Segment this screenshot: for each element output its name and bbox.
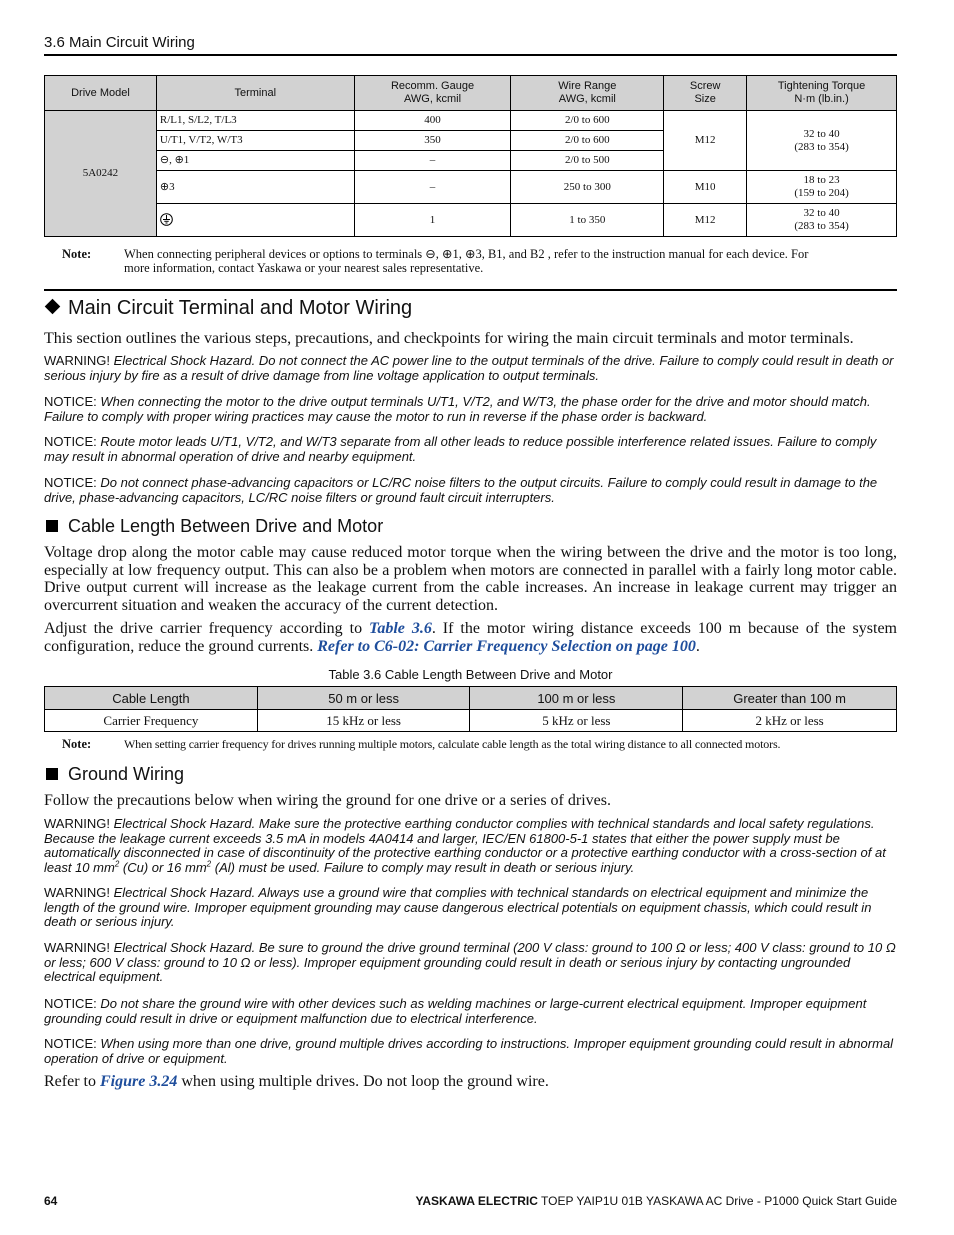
terminal-cell: R/L1, S/L2, T/L3 bbox=[156, 111, 354, 131]
note-label: Note: bbox=[62, 247, 92, 261]
range-cell: 1 to 350 bbox=[511, 204, 664, 237]
header-recomm-gauge: Recomm. Gauge AWG, kcmil bbox=[354, 76, 511, 111]
note-text-line2: more information, contact Yaskawa or your nearest sales representative. bbox=[124, 261, 484, 275]
range-cell: 2/0 to 600 bbox=[511, 111, 664, 131]
figure-3-24-link[interactable]: Figure 3.24 bbox=[99, 1073, 178, 1090]
refer-paragraph: Refer to Figure 3.24 when using multiple drives. Do not loop the ground wire. bbox=[44, 1073, 549, 1090]
notice-capacitors: NOTICE: Do not connect phase-advancing capacitors or LC/RC noise filters to the output circuits. Failure to comply could result in damage to the drive, phase-advancing capacitors, LC/RC noise filters or ground fault circuit interrupters. bbox=[44, 475, 878, 505]
square-bullet-icon bbox=[46, 768, 58, 780]
screw-cell: M12 bbox=[664, 204, 747, 237]
header-tightening-torque: Tightening Torque N·m (lb.in.) bbox=[747, 76, 897, 111]
gauge-cell: – bbox=[354, 171, 511, 204]
table-header-row bbox=[45, 687, 897, 710]
header-rule bbox=[44, 54, 897, 56]
gauge-cell: – bbox=[354, 151, 511, 171]
c6-02-reference-link[interactable]: Refer to C6-02: Carrier Frequency Selection on page 100 bbox=[317, 637, 696, 655]
drive-model-cell: 5A0242 bbox=[45, 111, 157, 237]
header-terminal: Terminal bbox=[156, 76, 354, 111]
subsection-heading-cable: Cable Length Between Drive and Motor bbox=[44, 516, 383, 537]
warning-ground-terminal: WARNING! Electrical Shock Hazard. Be sure to ground the drive ground terminal (200 V class: ground to 100 Ω or less; 400 V class: ground to 10 Ω or less; 600 V class: ground to 10 Ω or less). Improper equipment grounding could result in death or serious injury by contacting ungrounded electrical equipment. bbox=[44, 940, 896, 984]
carrier-frequency-label: Carrier Frequency bbox=[45, 710, 258, 732]
cable-paragraph: Voltage drop along the motor cable may cause reduced motor torque when the wiring between the drive and the motor is too long, especially at low frequency output. This can also be a problem when motors are connected in parallel with a fairly long motor cable. Drive output current will increase as the leakage current from the cable increases. An increase in leakage current may trigger an overcurrent situation and weaken the accuracy of the current detection. bbox=[44, 544, 897, 614]
table-cell: 15 kHz or less bbox=[257, 710, 470, 732]
table-caption: Table 3.6 Cable Length Between Drive and Motor bbox=[328, 667, 613, 682]
terminal-cell bbox=[156, 204, 354, 237]
note-label: Note: bbox=[62, 737, 92, 751]
table-row bbox=[45, 111, 897, 131]
cable-length-table bbox=[44, 686, 897, 732]
screw-cell: M10 bbox=[664, 171, 747, 204]
header-screw-size: Screw Size bbox=[664, 76, 747, 111]
table-header-row bbox=[45, 76, 897, 111]
header-drive-model: Drive Model bbox=[45, 76, 157, 111]
section-rule bbox=[44, 289, 897, 291]
notice-phase-order: NOTICE: When connecting the motor to the drive output terminals U/T1, V/T2, and W/T3, the phase order for the drive and motor should match. Failure to comply with proper wiring practices may cause the motor to run in reverse if the phase order is backward. bbox=[44, 394, 871, 424]
table-3-6-link[interactable]: Table 3.6 bbox=[369, 620, 432, 637]
range-cell: 2/0 to 600 bbox=[511, 131, 664, 151]
intro-paragraph: This section outlines the various steps, precautions, and checkpoints for wiring the main circuit terminals and motor terminals. bbox=[44, 330, 854, 347]
torque-cell: 18 to 23 (159 to 204) bbox=[747, 171, 897, 204]
note-carrier bbox=[44, 737, 897, 753]
terminal-cell: U/T1, V/T2, W/T3 bbox=[156, 131, 354, 151]
gauge-cell: 400 bbox=[354, 111, 511, 131]
warning-ac-power: WARNING! Electrical Shock Hazard. Do not connect the AC power line to the output terminals of the drive. Failure to comply could result in death or serious injury by fire as a result of drive damage from line voltage application to output terminals. bbox=[44, 353, 894, 383]
notice-route-leads: NOTICE: Route motor leads U/T1, V/T2, and W/T3 separate from all other leads to reduce possible interference related issues. Failure to comply may result in abnormal operation of drive and nearby equipment. bbox=[44, 434, 877, 464]
screw-cell: M12 bbox=[664, 111, 747, 171]
warning-earthing: WARNING! Electrical Shock Hazard. Make sure the protective earthing conductor complies with technical standards and local safety regulations. Because the leakage current exceeds 3.5 mA in models 4A0414 and larger, IEC/EN 61800-5-1 states that either the power supply must be automatically disconnected in case of discontinuity of the protective earthing conductor or a protective earthing conductor with a cross-section of at least 10 $mm^2$ (Cu) or 16 $mm^2$ (Al) must be used. Failure to comply may result in death or serious injury. bbox=[44, 816, 886, 875]
table-row bbox=[45, 710, 897, 732]
notice-multiple-drives: NOTICE: When using more than one drive, ground multiple drives according to instructions. Improper equipment grounding could result in abnormal operation of drive or equipment. bbox=[44, 1036, 894, 1066]
gauge-cell: 350 bbox=[354, 131, 511, 151]
ground-terminal-icon bbox=[160, 213, 173, 226]
range-cell: 250 to 300 bbox=[511, 171, 664, 204]
note-text: When setting carrier frequency for drives running multiple motors, calculate cable length as the total wiring distance to all connected motors. bbox=[124, 737, 781, 751]
section-header: 3.6 Main Circuit Wiring bbox=[44, 34, 195, 51]
table-row bbox=[45, 204, 897, 237]
terminal-cell: ⊖, ⊕1 bbox=[156, 151, 354, 171]
range-cell: 2/0 to 500 bbox=[511, 151, 664, 171]
gauge-cell: 1 bbox=[354, 204, 511, 237]
notice-share-ground: NOTICE: Do not share the ground wire with other devices such as welding machines or large-current electrical equipment. Improper equipment grounding could result in drive or equipment malfunction due to electrical interference. bbox=[44, 996, 867, 1026]
carrier-paragraph: Adjust the drive carrier frequency according to Table 3.6. If the motor wiring distance exceeds 100 m because of the system configuration, reduce the ground currents. Refer to C6-02: Carrier Frequency Selection on page 100. bbox=[44, 620, 897, 655]
diamond-bullet-icon bbox=[45, 299, 61, 315]
header-100m: 100 m or less bbox=[470, 687, 683, 710]
wire-gauge-table bbox=[44, 75, 897, 237]
torque-cell: 32 to 40 (283 to 354) bbox=[747, 111, 897, 171]
footer-doc-title: YASKAWA ELECTRIC TOEP YAIP1U 01B YASKAWA AC Drive - P1000 Quick Start Guide bbox=[415, 1194, 897, 1208]
header-wire-range: Wire Range AWG, kcmil bbox=[511, 76, 664, 111]
header-50m: 50 m or less bbox=[257, 687, 470, 710]
square-bullet-icon bbox=[46, 520, 58, 532]
warning-ground-wire: WARNING! Electrical Shock Hazard. Always use a ground wire that complies with technical standards on electrical equipment and minimize the length of the ground wire. Improper equipment grounding may cause dangerous electrical potentials on equipment chassis, which could result in death or serious injury. bbox=[44, 885, 872, 929]
page-number: 64 bbox=[44, 1194, 58, 1208]
note-peripheral bbox=[44, 247, 897, 277]
table-row bbox=[45, 171, 897, 204]
table-cell: 5 kHz or less bbox=[470, 710, 683, 732]
header-over-100m: Greater than 100 m bbox=[683, 687, 897, 710]
header-cable-length: Cable Length bbox=[45, 687, 258, 710]
table-cell: 2 kHz or less bbox=[683, 710, 897, 732]
ground-intro: Follow the precautions below when wiring the ground for one drive or a series of drives. bbox=[44, 792, 611, 809]
note-text-line1: When connecting peripheral devices or options to terminals ⊖, ⊕1, ⊕3, B1, and B2 , refer to the instruction manual for each device. For bbox=[124, 247, 809, 261]
torque-cell: 32 to 40 (283 to 354) bbox=[747, 204, 897, 237]
section-heading: Main Circuit Terminal and Motor Wiring bbox=[44, 297, 412, 320]
terminal-cell: ⊕3 bbox=[156, 171, 354, 204]
subsection-heading-ground: Ground Wiring bbox=[44, 764, 184, 785]
